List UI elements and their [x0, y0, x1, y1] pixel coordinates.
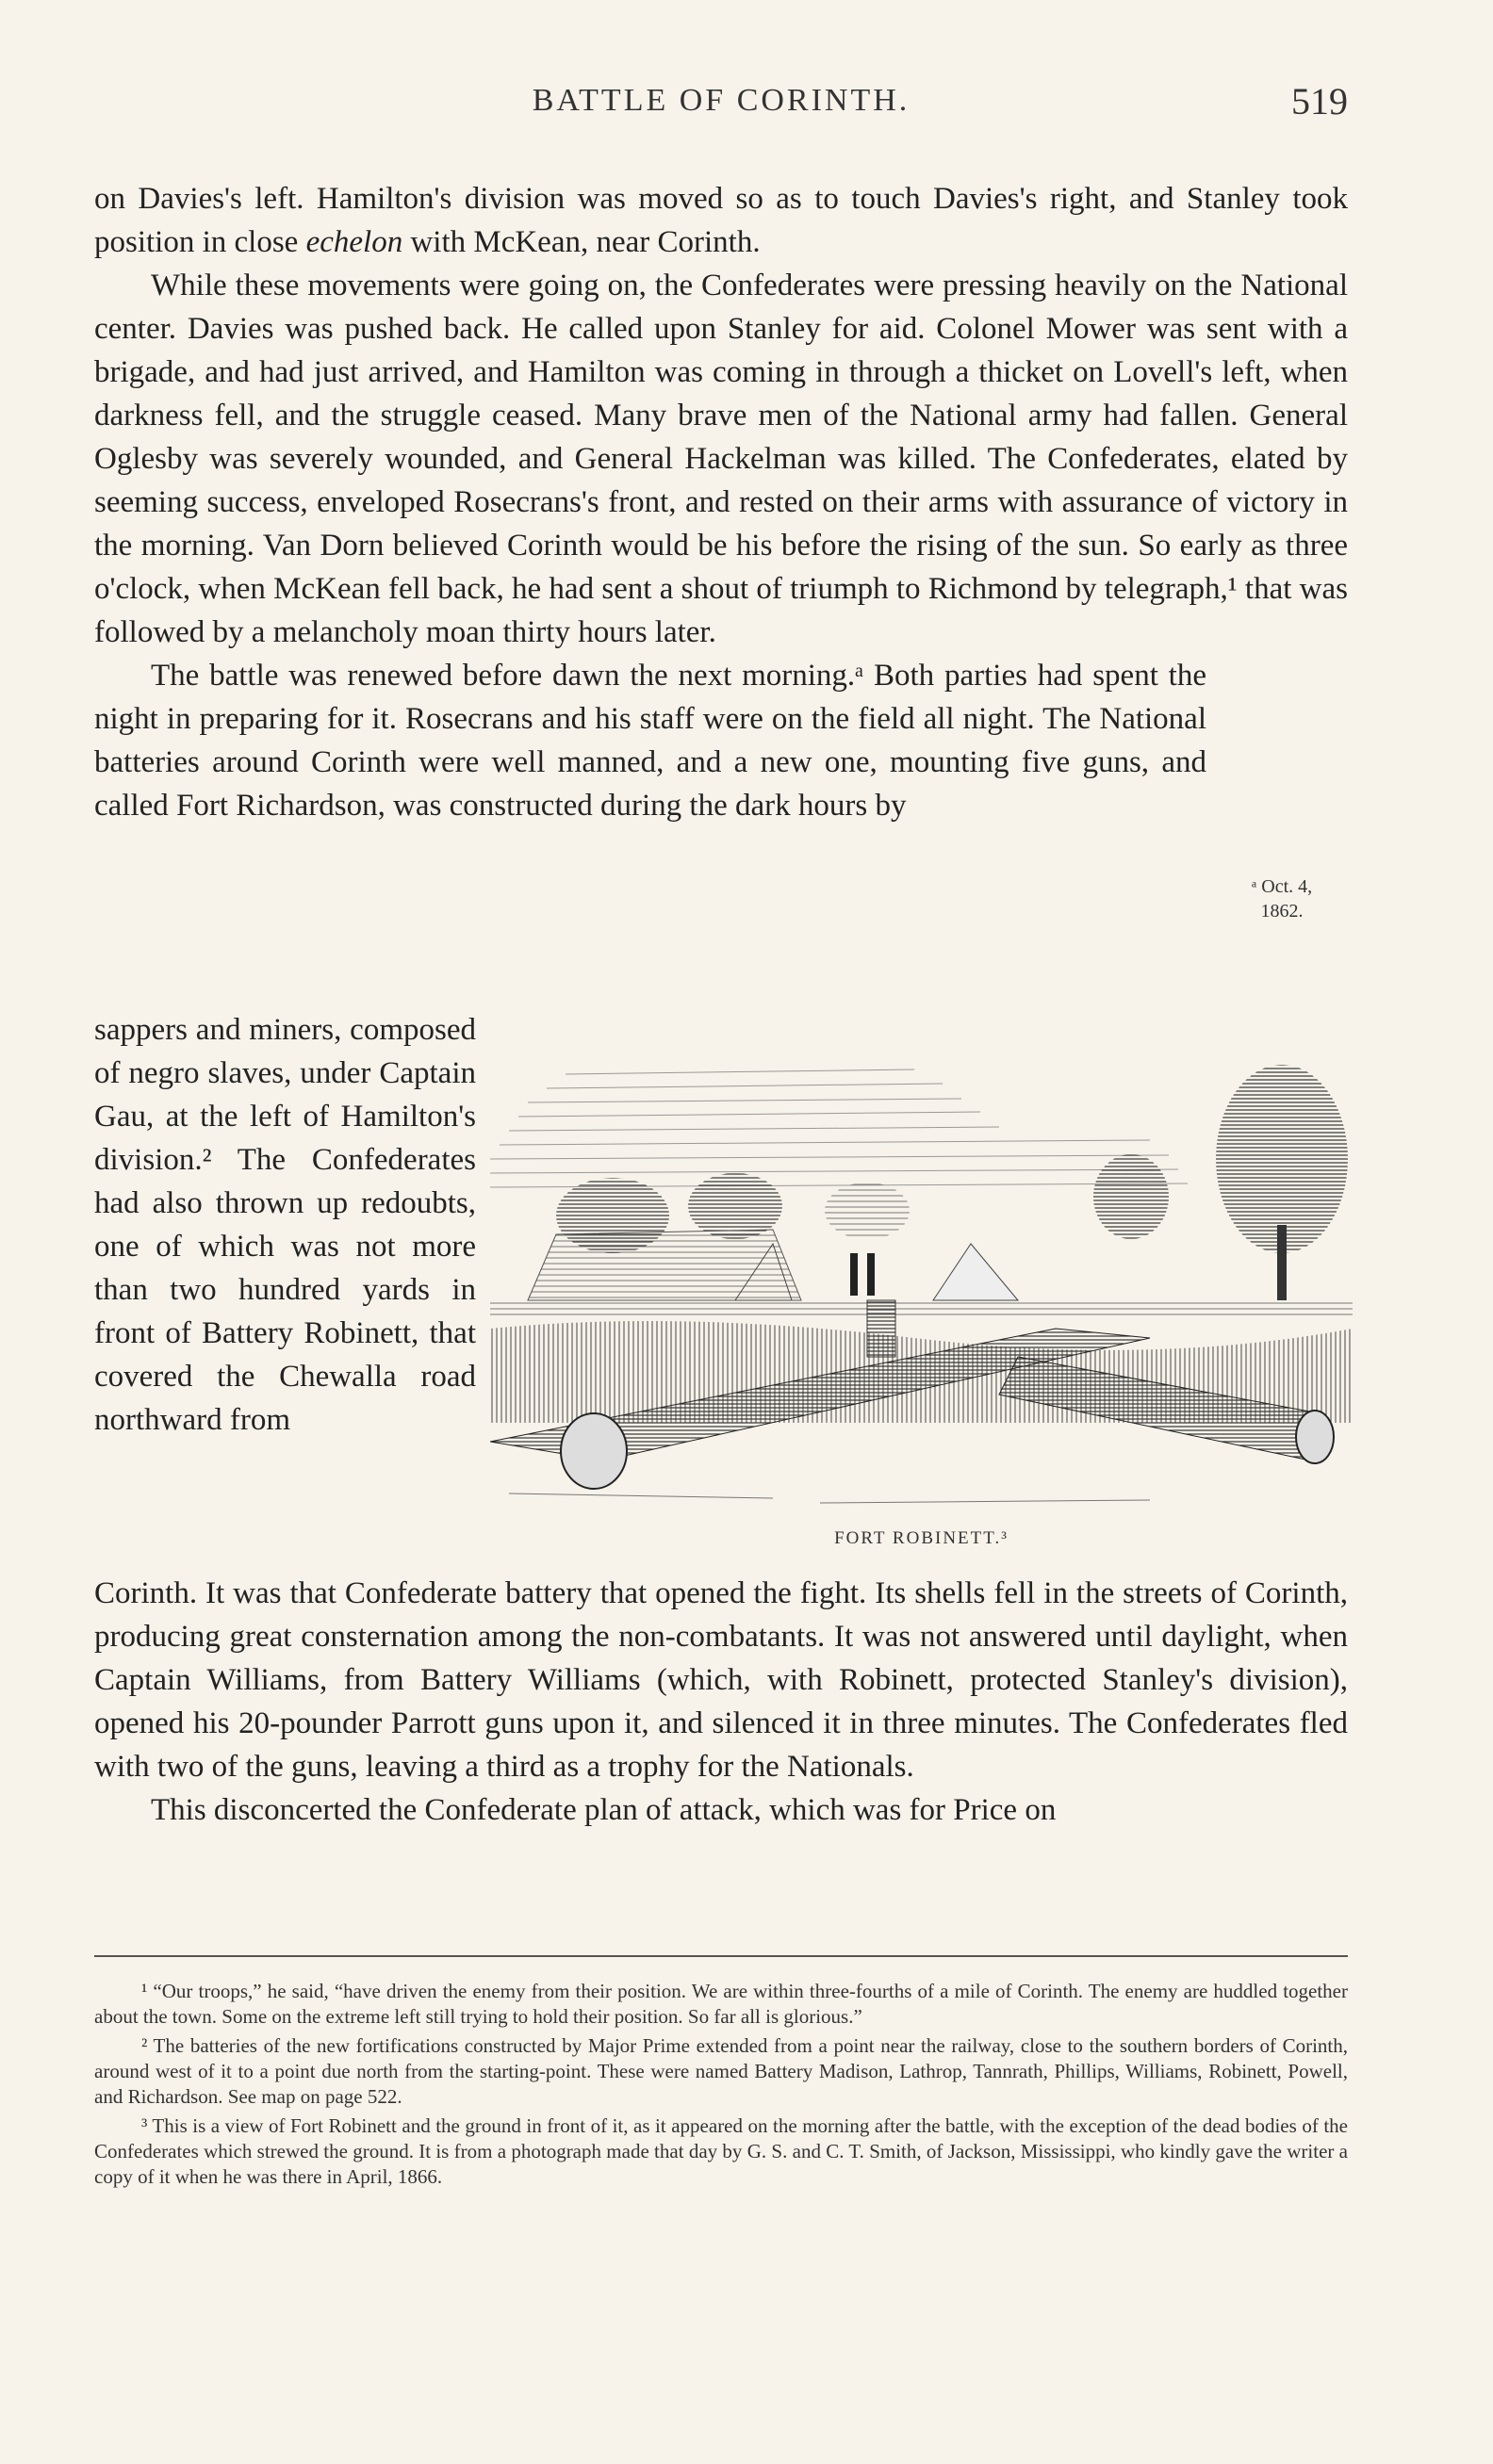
paragraph-3: The battle was renewed before dawn the next morning.ᵃ Both parties had spent the night in preparing for it. Rosecrans and his staff were on the field all night. The National batteries around Corinth were well manned, and a new one, mounting five guns, and called Fort Richardson, was constructed during the dark hours by — [94, 659, 1206, 823]
page-number: 519 — [1291, 80, 1348, 122]
wrap-text-column — [94, 1008, 476, 1442]
footnote-divider — [94, 1955, 1348, 1957]
footnotes — [94, 1979, 1348, 2194]
paragraph-6: This disconcerted the Confederate plan of attack, which was for Price on — [151, 1793, 1057, 1827]
footnote-2: ² The batteries of the new fortifications constructed by Major Prime extended from a point near the railway, close to the southern borders of Corinth, around west of it to a point due north from the starting-point. These were named Battery Madison, Lathrop, Tannrath, Phillips, Williams, Robinett, Powell, and Richardson. See map on page 522. — [94, 2034, 1348, 2108]
margin-date-note: ᵃ Oct. 4, 1862. — [1251, 876, 1313, 922]
figure-caption: FORT ROBINETT.³ — [834, 1528, 1009, 1548]
italic-echelon: echelon — [305, 225, 403, 259]
body-text-bottom — [94, 1572, 1348, 1832]
footnote-3: ³ This is a view of Fort Robinett and the ground in front of it, as it appeared on the morning after the battle, with the exception of the dead bodies of the Confederates which strewed the ground. It is from a photograph made that day by G. S. and C. T. Smith, of Jackson, Mississippi, who kindly gave the writer a copy of it when he was there in April, 1866. — [94, 2114, 1348, 2188]
running-head — [94, 80, 1348, 130]
paragraph-4: sappers and miners, composed of negro slaves, under Captain Gau, at the left of Hamilton's division.² The Confederates had also thrown up redoubts, one of which was not more than two hundred yards in front of Battery Robinett, that covered the Chewalla road northward from — [94, 1013, 476, 1437]
paragraph-5: Corinth. It was that Confederate battery that opened the fight. Its shells fell in the streets of Corinth, producing great consternation among the non-combatants. It was not answered until daylight, when Captain Williams, from Battery Williams (which, with Robinett, protected Stanley's division), opened his 20-pounder Parrott guns upon it, and silenced it in three minutes. The Confederates fled with two of the guns, leaving a third as a trophy for the Nationals. — [94, 1576, 1348, 1784]
fort-robinett-engraving — [490, 1018, 1353, 1545]
body-text-top — [94, 177, 1348, 827]
footnote-1: ¹ “Our troops,” he said, “have driven the enemy from their position. We are within three-fourths of a mile of Corinth. The enemy are huddled together about the town. Some on the extreme left still trying to hold their position. So far all is glorious.” — [94, 1980, 1348, 2028]
chapter-title: BATTLE OF CORINTH. — [532, 83, 911, 118]
paragraph-2: While these movements were going on, the Confederates were pressing heavily on the National center. Davies was pushed back. He called upon Stanley for aid. Colonel Mower was sent with a brigade, and had just arrived, and Hamilton was coming in through a thicket on Lovell's left, when darkness fell, and the struggle ceased. Many brave men of the National army had fallen. General Oglesby was severely wounded, and General Hackelman was killed. The Confederates, elated by seeming success, enveloped Rosecrans's front, and rested on their arms with assurance of victory in the morning. Van Dorn believed Corinth would be his before the rising of the sun. So early as three o'clock, when McKean fell back, he had sent a shout of triumph to Richmond by telegraph,¹ that was followed by a melancholy moan thirty hours later. — [94, 269, 1348, 649]
paragraph-1: on Davies's left. Hamilton's division was moved so as to touch Davies's right, and Stanley took position in close echelon with McKean, near Corinth. — [94, 182, 1348, 259]
